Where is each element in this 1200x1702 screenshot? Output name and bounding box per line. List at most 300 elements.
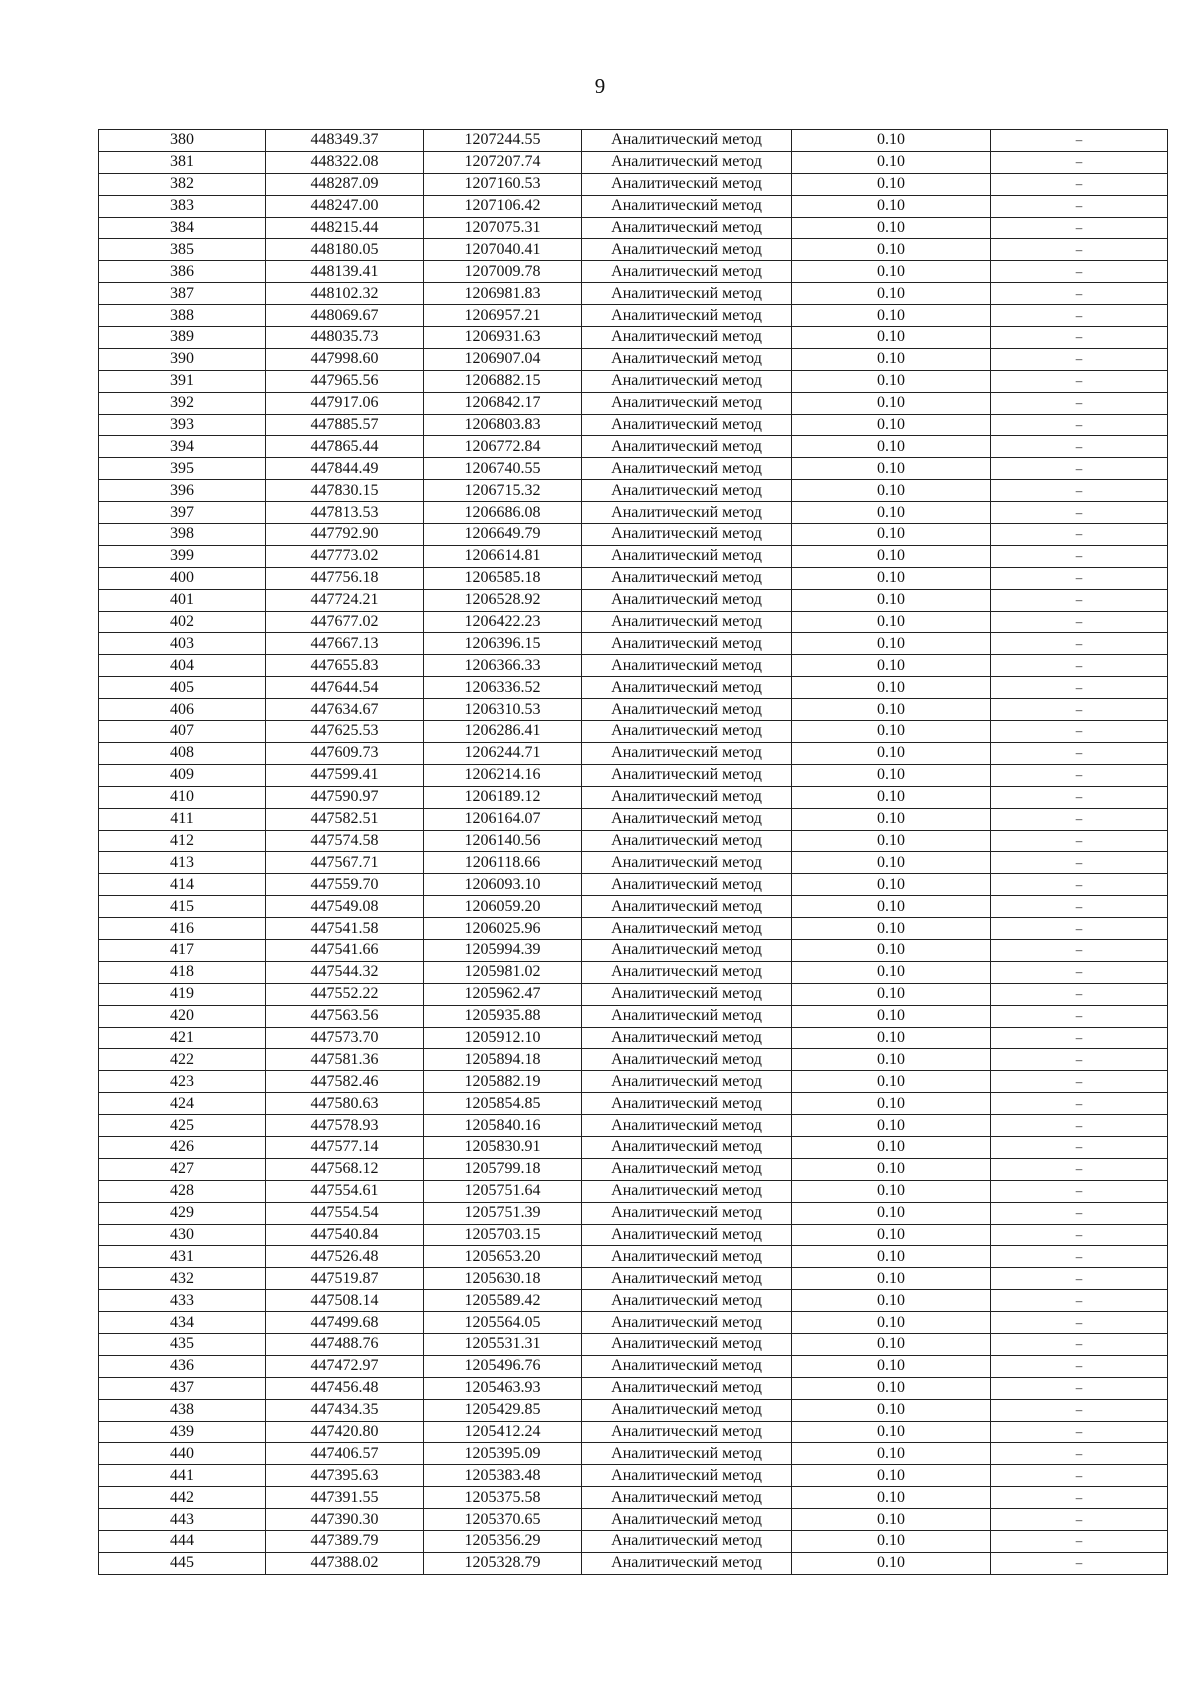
accuracy-cell: 0.10 xyxy=(792,1421,991,1443)
x-coordinate-cell: 448102.32 xyxy=(266,283,424,305)
x-coordinate-cell: 447724.21 xyxy=(266,589,424,611)
method-cell: Аналитический метод xyxy=(582,874,792,896)
note-cell: – xyxy=(991,1399,1168,1421)
method-cell: Аналитический метод xyxy=(582,173,792,195)
x-coordinate-cell: 447554.54 xyxy=(266,1202,424,1224)
table-row xyxy=(99,1005,1168,1027)
accuracy-cell: 0.10 xyxy=(792,1465,991,1487)
note-cell: – xyxy=(991,1268,1168,1290)
note-cell: – xyxy=(991,392,1168,414)
method-cell: Аналитический метод xyxy=(582,261,792,283)
y-coordinate-cell: 1206842.17 xyxy=(424,392,582,414)
method-cell: Аналитический метод xyxy=(582,1268,792,1290)
table-row xyxy=(99,239,1168,261)
y-coordinate-cell: 1205463.93 xyxy=(424,1377,582,1399)
table-row xyxy=(99,918,1168,940)
point-number-cell: 413 xyxy=(99,852,266,874)
x-coordinate-cell: 447917.06 xyxy=(266,392,424,414)
method-cell: Аналитический метод xyxy=(582,1443,792,1465)
method-cell: Аналитический метод xyxy=(582,1136,792,1158)
x-coordinate-cell: 447541.66 xyxy=(266,939,424,961)
x-coordinate-cell: 447580.63 xyxy=(266,1093,424,1115)
x-coordinate-cell: 447391.55 xyxy=(266,1487,424,1509)
y-coordinate-cell: 1206931.63 xyxy=(424,327,582,349)
note-cell: – xyxy=(991,1136,1168,1158)
table-row xyxy=(99,1355,1168,1377)
accuracy-cell: 0.10 xyxy=(792,611,991,633)
method-cell: Аналитический метод xyxy=(582,589,792,611)
point-number-cell: 445 xyxy=(99,1552,266,1574)
accuracy-cell: 0.10 xyxy=(792,545,991,567)
method-cell: Аналитический метод xyxy=(582,1509,792,1531)
x-coordinate-cell: 447526.48 xyxy=(266,1246,424,1268)
method-cell: Аналитический метод xyxy=(582,1049,792,1071)
method-cell: Аналитический метод xyxy=(582,611,792,633)
accuracy-cell: 0.10 xyxy=(792,1552,991,1574)
note-cell: – xyxy=(991,1180,1168,1202)
y-coordinate-cell: 1206957.21 xyxy=(424,305,582,327)
method-cell: Аналитический метод xyxy=(582,239,792,261)
table-row xyxy=(99,1399,1168,1421)
x-coordinate-cell: 447395.63 xyxy=(266,1465,424,1487)
y-coordinate-cell: 1205935.88 xyxy=(424,1005,582,1027)
y-coordinate-cell: 1207040.41 xyxy=(424,239,582,261)
accuracy-cell: 0.10 xyxy=(792,480,991,502)
x-coordinate-cell: 447655.83 xyxy=(266,655,424,677)
table-row xyxy=(99,1268,1168,1290)
y-coordinate-cell: 1205630.18 xyxy=(424,1268,582,1290)
y-coordinate-cell: 1206140.56 xyxy=(424,830,582,852)
note-cell: – xyxy=(991,1355,1168,1377)
x-coordinate-cell: 447552.22 xyxy=(266,983,424,1005)
y-coordinate-cell: 1205564.05 xyxy=(424,1312,582,1334)
method-cell: Аналитический метод xyxy=(582,1093,792,1115)
accuracy-cell: 0.10 xyxy=(792,1093,991,1115)
point-number-cell: 394 xyxy=(99,436,266,458)
point-number-cell: 424 xyxy=(99,1093,266,1115)
point-number-cell: 388 xyxy=(99,305,266,327)
note-cell: – xyxy=(991,305,1168,327)
note-cell: – xyxy=(991,217,1168,239)
accuracy-cell: 0.10 xyxy=(792,458,991,480)
y-coordinate-cell: 1205799.18 xyxy=(424,1158,582,1180)
y-coordinate-cell: 1206981.83 xyxy=(424,283,582,305)
y-coordinate-cell: 1205383.48 xyxy=(424,1465,582,1487)
y-coordinate-cell: 1205912.10 xyxy=(424,1027,582,1049)
y-coordinate-cell: 1206025.96 xyxy=(424,918,582,940)
point-number-cell: 432 xyxy=(99,1268,266,1290)
point-number-cell: 441 xyxy=(99,1465,266,1487)
note-cell: – xyxy=(991,414,1168,436)
y-coordinate-cell: 1206907.04 xyxy=(424,348,582,370)
point-number-cell: 429 xyxy=(99,1202,266,1224)
table-row xyxy=(99,852,1168,874)
table-row xyxy=(99,458,1168,480)
point-number-cell: 408 xyxy=(99,742,266,764)
point-number-cell: 383 xyxy=(99,195,266,217)
method-cell: Аналитический метод xyxy=(582,458,792,480)
table-row xyxy=(99,348,1168,370)
y-coordinate-cell: 1206310.53 xyxy=(424,699,582,721)
x-coordinate-cell: 447434.35 xyxy=(266,1399,424,1421)
table-row xyxy=(99,1158,1168,1180)
point-number-cell: 415 xyxy=(99,896,266,918)
table-row xyxy=(99,633,1168,655)
note-cell: – xyxy=(991,348,1168,370)
x-coordinate-cell: 447865.44 xyxy=(266,436,424,458)
method-cell: Аналитический метод xyxy=(582,699,792,721)
x-coordinate-cell: 447599.41 xyxy=(266,764,424,786)
x-coordinate-cell: 447541.58 xyxy=(266,918,424,940)
x-coordinate-cell: 447582.46 xyxy=(266,1071,424,1093)
accuracy-cell: 0.10 xyxy=(792,633,991,655)
point-number-cell: 396 xyxy=(99,480,266,502)
note-cell: – xyxy=(991,611,1168,633)
y-coordinate-cell: 1206189.12 xyxy=(424,786,582,808)
table-row xyxy=(99,1333,1168,1355)
table-row xyxy=(99,524,1168,546)
note-cell: – xyxy=(991,1093,1168,1115)
table-row xyxy=(99,1377,1168,1399)
note-cell: – xyxy=(991,1005,1168,1027)
method-cell: Аналитический метод xyxy=(582,1290,792,1312)
table-row xyxy=(99,1465,1168,1487)
table-row xyxy=(99,808,1168,830)
y-coordinate-cell: 1205962.47 xyxy=(424,983,582,1005)
x-coordinate-cell: 447388.02 xyxy=(266,1552,424,1574)
method-cell: Аналитический метод xyxy=(582,370,792,392)
table-row xyxy=(99,983,1168,1005)
y-coordinate-cell: 1207160.53 xyxy=(424,173,582,195)
point-number-cell: 409 xyxy=(99,764,266,786)
y-coordinate-cell: 1205751.39 xyxy=(424,1202,582,1224)
accuracy-cell: 0.10 xyxy=(792,852,991,874)
table-row xyxy=(99,414,1168,436)
note-cell: – xyxy=(991,1158,1168,1180)
note-cell: – xyxy=(991,1071,1168,1093)
note-cell: – xyxy=(991,502,1168,524)
accuracy-cell: 0.10 xyxy=(792,1355,991,1377)
table-row xyxy=(99,217,1168,239)
point-number-cell: 392 xyxy=(99,392,266,414)
table-row xyxy=(99,1049,1168,1071)
note-cell: – xyxy=(991,1487,1168,1509)
method-cell: Аналитический метод xyxy=(582,852,792,874)
table-row xyxy=(99,327,1168,349)
y-coordinate-cell: 1205496.76 xyxy=(424,1355,582,1377)
point-number-cell: 404 xyxy=(99,655,266,677)
page-number: 9 xyxy=(594,74,606,98)
accuracy-cell: 0.10 xyxy=(792,1049,991,1071)
y-coordinate-cell: 1206214.16 xyxy=(424,764,582,786)
x-coordinate-cell: 447544.32 xyxy=(266,961,424,983)
table-row xyxy=(99,764,1168,786)
method-cell: Аналитический метод xyxy=(582,1552,792,1574)
accuracy-cell: 0.10 xyxy=(792,1005,991,1027)
x-coordinate-cell: 447885.57 xyxy=(266,414,424,436)
note-cell: – xyxy=(991,436,1168,458)
method-cell: Аналитический метод xyxy=(582,742,792,764)
x-coordinate-cell: 447559.70 xyxy=(266,874,424,896)
accuracy-cell: 0.10 xyxy=(792,1290,991,1312)
x-coordinate-cell: 447554.61 xyxy=(266,1180,424,1202)
accuracy-cell: 0.10 xyxy=(792,327,991,349)
note-cell: – xyxy=(991,1224,1168,1246)
note-cell: – xyxy=(991,1465,1168,1487)
method-cell: Аналитический метод xyxy=(582,721,792,743)
y-coordinate-cell: 1206649.79 xyxy=(424,524,582,546)
y-coordinate-cell: 1205375.58 xyxy=(424,1487,582,1509)
table-row xyxy=(99,611,1168,633)
method-cell: Аналитический метод xyxy=(582,1246,792,1268)
y-coordinate-cell: 1207009.78 xyxy=(424,261,582,283)
x-coordinate-cell: 447582.51 xyxy=(266,808,424,830)
accuracy-cell: 0.10 xyxy=(792,655,991,677)
table-row xyxy=(99,677,1168,699)
note-cell: – xyxy=(991,1509,1168,1531)
table-row xyxy=(99,151,1168,173)
note-cell: – xyxy=(991,480,1168,502)
note-cell: – xyxy=(991,195,1168,217)
note-cell: – xyxy=(991,1115,1168,1137)
accuracy-cell: 0.10 xyxy=(792,786,991,808)
note-cell: – xyxy=(991,721,1168,743)
y-coordinate-cell: 1205882.19 xyxy=(424,1071,582,1093)
point-number-cell: 380 xyxy=(99,130,266,152)
table-row xyxy=(99,283,1168,305)
method-cell: Аналитический метод xyxy=(582,545,792,567)
x-coordinate-cell: 447389.79 xyxy=(266,1531,424,1553)
accuracy-cell: 0.10 xyxy=(792,524,991,546)
x-coordinate-cell: 447540.84 xyxy=(266,1224,424,1246)
y-coordinate-cell: 1206396.15 xyxy=(424,633,582,655)
accuracy-cell: 0.10 xyxy=(792,983,991,1005)
y-coordinate-cell: 1207075.31 xyxy=(424,217,582,239)
x-coordinate-cell: 447634.67 xyxy=(266,699,424,721)
x-coordinate-cell: 448069.67 xyxy=(266,305,424,327)
point-number-cell: 431 xyxy=(99,1246,266,1268)
method-cell: Аналитический метод xyxy=(582,436,792,458)
method-cell: Аналитический метод xyxy=(582,1465,792,1487)
point-number-cell: 444 xyxy=(99,1531,266,1553)
method-cell: Аналитический метод xyxy=(582,195,792,217)
x-coordinate-cell: 447567.71 xyxy=(266,852,424,874)
point-number-cell: 442 xyxy=(99,1487,266,1509)
note-cell: – xyxy=(991,1027,1168,1049)
y-coordinate-cell: 1205840.16 xyxy=(424,1115,582,1137)
note-cell: – xyxy=(991,1312,1168,1334)
table-row xyxy=(99,1071,1168,1093)
point-number-cell: 427 xyxy=(99,1158,266,1180)
accuracy-cell: 0.10 xyxy=(792,677,991,699)
table-row xyxy=(99,1115,1168,1137)
table-row xyxy=(99,786,1168,808)
x-coordinate-cell: 448349.37 xyxy=(266,130,424,152)
method-cell: Аналитический метод xyxy=(582,1005,792,1027)
accuracy-cell: 0.10 xyxy=(792,567,991,589)
method-cell: Аналитический метод xyxy=(582,1312,792,1334)
accuracy-cell: 0.10 xyxy=(792,1246,991,1268)
point-number-cell: 438 xyxy=(99,1399,266,1421)
table-row xyxy=(99,1509,1168,1531)
method-cell: Аналитический метод xyxy=(582,1487,792,1509)
method-cell: Аналитический метод xyxy=(582,1071,792,1093)
note-cell: – xyxy=(991,918,1168,940)
point-number-cell: 386 xyxy=(99,261,266,283)
y-coordinate-cell: 1206118.66 xyxy=(424,852,582,874)
method-cell: Аналитический метод xyxy=(582,480,792,502)
x-coordinate-cell: 447756.18 xyxy=(266,567,424,589)
accuracy-cell: 0.10 xyxy=(792,283,991,305)
accuracy-cell: 0.10 xyxy=(792,305,991,327)
y-coordinate-cell: 1206422.23 xyxy=(424,611,582,633)
x-coordinate-cell: 447677.02 xyxy=(266,611,424,633)
table-row xyxy=(99,1136,1168,1158)
point-number-cell: 430 xyxy=(99,1224,266,1246)
table-row xyxy=(99,480,1168,502)
method-cell: Аналитический метод xyxy=(582,414,792,436)
x-coordinate-cell: 447508.14 xyxy=(266,1290,424,1312)
x-coordinate-cell: 447965.56 xyxy=(266,370,424,392)
note-cell: – xyxy=(991,458,1168,480)
method-cell: Аналитический метод xyxy=(582,786,792,808)
accuracy-cell: 0.10 xyxy=(792,699,991,721)
table-row xyxy=(99,1552,1168,1574)
x-coordinate-cell: 447590.97 xyxy=(266,786,424,808)
point-number-cell: 403 xyxy=(99,633,266,655)
y-coordinate-cell: 1207207.74 xyxy=(424,151,582,173)
note-cell: – xyxy=(991,633,1168,655)
note-cell: – xyxy=(991,1377,1168,1399)
x-coordinate-cell: 447577.14 xyxy=(266,1136,424,1158)
x-coordinate-cell: 447792.90 xyxy=(266,524,424,546)
note-cell: – xyxy=(991,261,1168,283)
table-row xyxy=(99,567,1168,589)
note-cell: – xyxy=(991,327,1168,349)
table-row xyxy=(99,1093,1168,1115)
x-coordinate-cell: 447563.56 xyxy=(266,1005,424,1027)
accuracy-cell: 0.10 xyxy=(792,918,991,940)
point-number-cell: 417 xyxy=(99,939,266,961)
method-cell: Аналитический метод xyxy=(582,567,792,589)
method-cell: Аналитический метод xyxy=(582,130,792,152)
accuracy-cell: 0.10 xyxy=(792,1333,991,1355)
point-number-cell: 426 xyxy=(99,1136,266,1158)
y-coordinate-cell: 1207244.55 xyxy=(424,130,582,152)
method-cell: Аналитический метод xyxy=(582,217,792,239)
method-cell: Аналитический метод xyxy=(582,1377,792,1399)
note-cell: – xyxy=(991,764,1168,786)
method-cell: Аналитический метод xyxy=(582,524,792,546)
y-coordinate-cell: 1206614.81 xyxy=(424,545,582,567)
note-cell: – xyxy=(991,786,1168,808)
accuracy-cell: 0.10 xyxy=(792,1071,991,1093)
y-coordinate-cell: 1205589.42 xyxy=(424,1290,582,1312)
table-row xyxy=(99,436,1168,458)
table-row xyxy=(99,1290,1168,1312)
point-number-cell: 420 xyxy=(99,1005,266,1027)
note-cell: – xyxy=(991,567,1168,589)
x-coordinate-cell: 447573.70 xyxy=(266,1027,424,1049)
y-coordinate-cell: 1206740.55 xyxy=(424,458,582,480)
point-number-cell: 425 xyxy=(99,1115,266,1137)
accuracy-cell: 0.10 xyxy=(792,130,991,152)
y-coordinate-cell: 1206772.84 xyxy=(424,436,582,458)
point-number-cell: 384 xyxy=(99,217,266,239)
accuracy-cell: 0.10 xyxy=(792,764,991,786)
point-number-cell: 381 xyxy=(99,151,266,173)
note-cell: – xyxy=(991,830,1168,852)
method-cell: Аналитический метод xyxy=(582,1531,792,1553)
method-cell: Аналитический метод xyxy=(582,939,792,961)
point-number-cell: 387 xyxy=(99,283,266,305)
method-cell: Аналитический метод xyxy=(582,151,792,173)
table-row xyxy=(99,1180,1168,1202)
note-cell: – xyxy=(991,239,1168,261)
method-cell: Аналитический метод xyxy=(582,1027,792,1049)
method-cell: Аналитический метод xyxy=(582,896,792,918)
y-coordinate-cell: 1205854.85 xyxy=(424,1093,582,1115)
table-row xyxy=(99,261,1168,283)
y-coordinate-cell: 1206585.18 xyxy=(424,567,582,589)
accuracy-cell: 0.10 xyxy=(792,151,991,173)
table-row xyxy=(99,1224,1168,1246)
point-number-cell: 402 xyxy=(99,611,266,633)
x-coordinate-cell: 448139.41 xyxy=(266,261,424,283)
accuracy-cell: 0.10 xyxy=(792,1443,991,1465)
method-cell: Аналитический метод xyxy=(582,983,792,1005)
point-number-cell: 395 xyxy=(99,458,266,480)
x-coordinate-cell: 447578.93 xyxy=(266,1115,424,1137)
y-coordinate-cell: 1206244.71 xyxy=(424,742,582,764)
accuracy-cell: 0.10 xyxy=(792,1399,991,1421)
x-coordinate-cell: 447644.54 xyxy=(266,677,424,699)
x-coordinate-cell: 447549.08 xyxy=(266,896,424,918)
note-cell: – xyxy=(991,1246,1168,1268)
y-coordinate-cell: 1206882.15 xyxy=(424,370,582,392)
table-row xyxy=(99,1027,1168,1049)
point-number-cell: 419 xyxy=(99,983,266,1005)
note-cell: – xyxy=(991,1443,1168,1465)
coordinates-table-body xyxy=(99,130,1168,1575)
x-coordinate-cell: 447574.58 xyxy=(266,830,424,852)
y-coordinate-cell: 1205328.79 xyxy=(424,1552,582,1574)
y-coordinate-cell: 1205531.31 xyxy=(424,1333,582,1355)
point-number-cell: 401 xyxy=(99,589,266,611)
point-number-cell: 391 xyxy=(99,370,266,392)
y-coordinate-cell: 1205994.39 xyxy=(424,939,582,961)
point-number-cell: 398 xyxy=(99,524,266,546)
coordinates-table xyxy=(98,129,1168,1575)
method-cell: Аналитический метод xyxy=(582,1115,792,1137)
point-number-cell: 434 xyxy=(99,1312,266,1334)
x-coordinate-cell: 447488.76 xyxy=(266,1333,424,1355)
accuracy-cell: 0.10 xyxy=(792,1377,991,1399)
point-number-cell: 416 xyxy=(99,918,266,940)
note-cell: – xyxy=(991,1531,1168,1553)
note-cell: – xyxy=(991,699,1168,721)
x-coordinate-cell: 447667.13 xyxy=(266,633,424,655)
table-row xyxy=(99,1531,1168,1553)
point-number-cell: 433 xyxy=(99,1290,266,1312)
note-cell: – xyxy=(991,874,1168,896)
table-row xyxy=(99,721,1168,743)
accuracy-cell: 0.10 xyxy=(792,589,991,611)
note-cell: – xyxy=(991,677,1168,699)
table-row xyxy=(99,195,1168,217)
method-cell: Аналитический метод xyxy=(582,348,792,370)
point-number-cell: 422 xyxy=(99,1049,266,1071)
